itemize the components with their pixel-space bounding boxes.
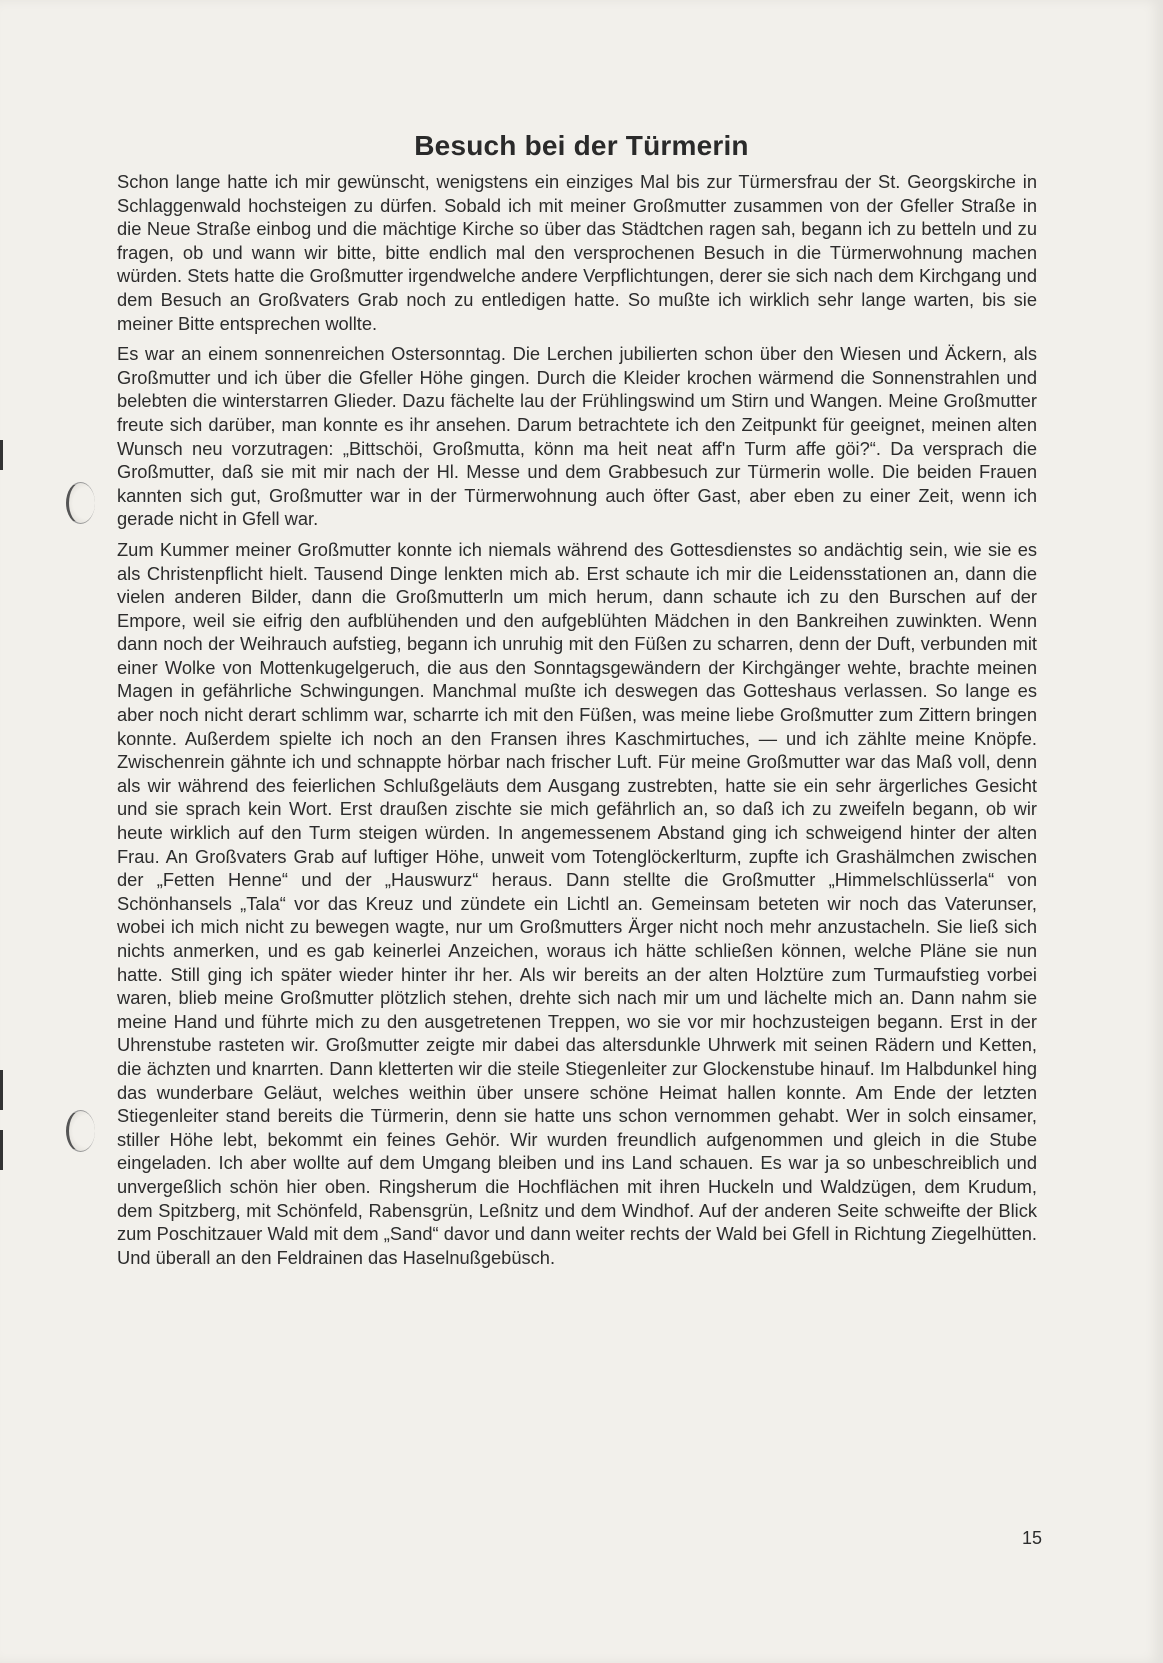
page-edge-mark bbox=[0, 440, 3, 470]
article-body bbox=[117, 170, 1037, 1276]
paragraph: Es war an einem sonnenreichen Ostersonntag. Die Lerchen jubilierten schon über den Wiesen und Äckern, als Großmutter und ich über die Gfeller Höhe gingen. Durch die Kleider krochen wärmend die Sonnenstrahlen und belebten die winterstarren Glieder. Dazu fächelte lau der Frühlingswind um Stirn und Wangen. Meine Großmutter freute sich darüber, man konnte es ihr ansehen. Darum betrachtete ich den Zeitpunkt für geeignet, meinen alten Wunsch neu vorzutragen: „Bittschöi, Großmutta, könn ma heit neat aff'n Turm affe göi?“. Da versprach die Großmutter, daß sie mit mir nach der Hl. Messe und dem Grabbesuch zur Türmerin wolle. Die beiden Frauen kannten sich gut, Großmutter war in der Türmerwohnung auch öfter Gast, aber eben zu einer Zeit, wenn ich gerade nicht in Gfell war. bbox=[117, 343, 1037, 530]
paragraph: Schon lange hatte ich mir gewünscht, wenigstens ein einziges Mal bis zur Türmersfrau der St. Georgskirche in Schlaggenwald hochsteigen zu dürfen. Sobald ich mit meiner Großmutter zusammen von der Gfeller Straße in die Neue Straße einbog und die mächtige Kirche so über das Städtchen ragen sah, begann ich zu betteln und zu fragen, ob und wann wir bitte, bitte endlich mal den versprochenen Besuch in die Türmerwohnung machen würden. Stets hatte die Großmutter irgendwelche andere Verpflichtungen, derer sie sich nach dem Kirchgang und dem Besuch an Großvaters Grab noch zu entledigen hatte. So mußte ich wirklich sehr lange warten, bis sie meiner Bitte entsprechen wollte. bbox=[117, 171, 1037, 334]
page-number: 15 bbox=[1021, 1528, 1042, 1548]
page-edge-mark bbox=[0, 1130, 3, 1170]
punch-hole bbox=[66, 482, 95, 524]
paragraph: Zum Kummer meiner Großmutter konnte ich niemals während des Gottesdienstes so andächtig sein, wie sie es als Christenpflicht hielt. Tausend Dinge lenkten mich ab. Erst schaute ich mir die Leidensstationen an, dann die vielen anderen Bilder, dann die Großmutterln um mich herum, dann schaute ich zu den Burschen auf der Empore, weil sie eifrig den aufblühenden und den aufgeblühten Mädchen in den Bankreihen zuwinkten. Wenn dann noch der Weihrauch aufstieg, begann ich unruhig mit den Füßen zu scharren, denn der Duft, verbunden mit einer Wolke von Mottenkugelgeruch, die aus den Sonntagsgewändern der Kirchgänger wehte, brachte meinen Magen in gefährliche Schwingungen. Manchmal mußte ich deswegen das Gotteshaus verlassen. So lange es aber noch nicht derart schlimm war, scharrte ich mit den Füßen, was meine liebe Großmutter zum Zittern bringen konnte. Außerdem spielte ich noch an den Fransen ihres Kaschmirtuches, — und ich zählte meine Knöpfe. Zwischenrein gähnte ich und schnappte hörbar nach frischer Luft. Für meine Großmutter war das Maß voll, denn als wir während des feierlichen Schlußgeläuts dem Ausgang zustrebten, hatte sie ein sehr ärgerliches Gesicht und sie sprach kein Wort. Erst draußen zischte sie mich gefährlich an, so daß ich zu zweifeln begann, ob wir heute wirklich auf den Turm steigen würden. In angemessenem Abstand ging ich schweigend hinter der alten Frau. An Großvaters Grab auf luftiger Höhe, unweit vom Totenglöckerlturm, zupfte ich Grashälmchen zwischen der „Fetten Henne“ und der „Hauswurz“ heraus. Dann stellte die Großmutter „Himmelschlüsserla“ von Schönhansels „Tala“ vor das Kreuz und zündete ein Lichtl an. Gemeinsam beteten wir noch das Vaterunser, wobei ich mich nicht zu bewegen wagte, nur um Großmutters Ärger nicht noch mehr anzustacheln. Sie ließ sich nichts anmerken, und es gab keinerlei Anzeichen, woraus ich hätte schließen können, welche Pläne sie nun hatte. Still ging ich später wieder hinter ihr her. Als wir bereits an der alten Holztüre zum Turmaufstieg vorbei waren, blieb meine Großmutter plötzlich stehen, drehte sich nach mir um und lächelte mich an. Dann nahm sie meine Hand und führte mich zu den ausgetretenen Treppen, wo sie vor mir hochzusteigen begann. Erst in der Uhrenstube rasteten wir. Großmutter zeigte mir dabei das altersdunkle Uhrwerk mit seinen Rädern und Ketten, die ächzten und knarrten. Dann kletterten wir die steile Stiegenleiter zur Glockenstube hinauf. Im Halbdunkel hing das wunderbare Geläut, welches weithin über unsere schöne Heimat hallen konnte. Am Ende der letzten Stiegenleiter stand bereits die Türmerin, denn sie hatte uns schon vernommen gehabt. Wer in solch einsamer, stiller Höhe lebt, bekommt ein feines Gehör. Wir wurden freundlich aufgenommen und gleich in die Stube eingeladen. Ich aber wollte auf dem Umgang bleiben und ins Land schauen. Es war ja so unbeschreiblich und unvergeßlich schön hier oben. Ringsherum die Hochflächen mit ihren Huckeln und Waldzügen, dem Krudum, dem Spitzberg, mit Schönfeld, Rabensgrün, Leßnitz und dem Windhof. Auf der anderen Seite schweifte der Blick zum Poschitzauer Wald mit dem „Sand“ davor und dann weiter rechts der Wald bei Gfell in Richtung Ziegelhütten. Und überall an den Feldrainen das Haselnußgebüsch. bbox=[117, 538, 1037, 1268]
page-edge-mark bbox=[0, 1070, 3, 1110]
page-title: Besuch bei der Türmerin bbox=[414, 129, 749, 161]
punch-hole bbox=[66, 1110, 95, 1152]
